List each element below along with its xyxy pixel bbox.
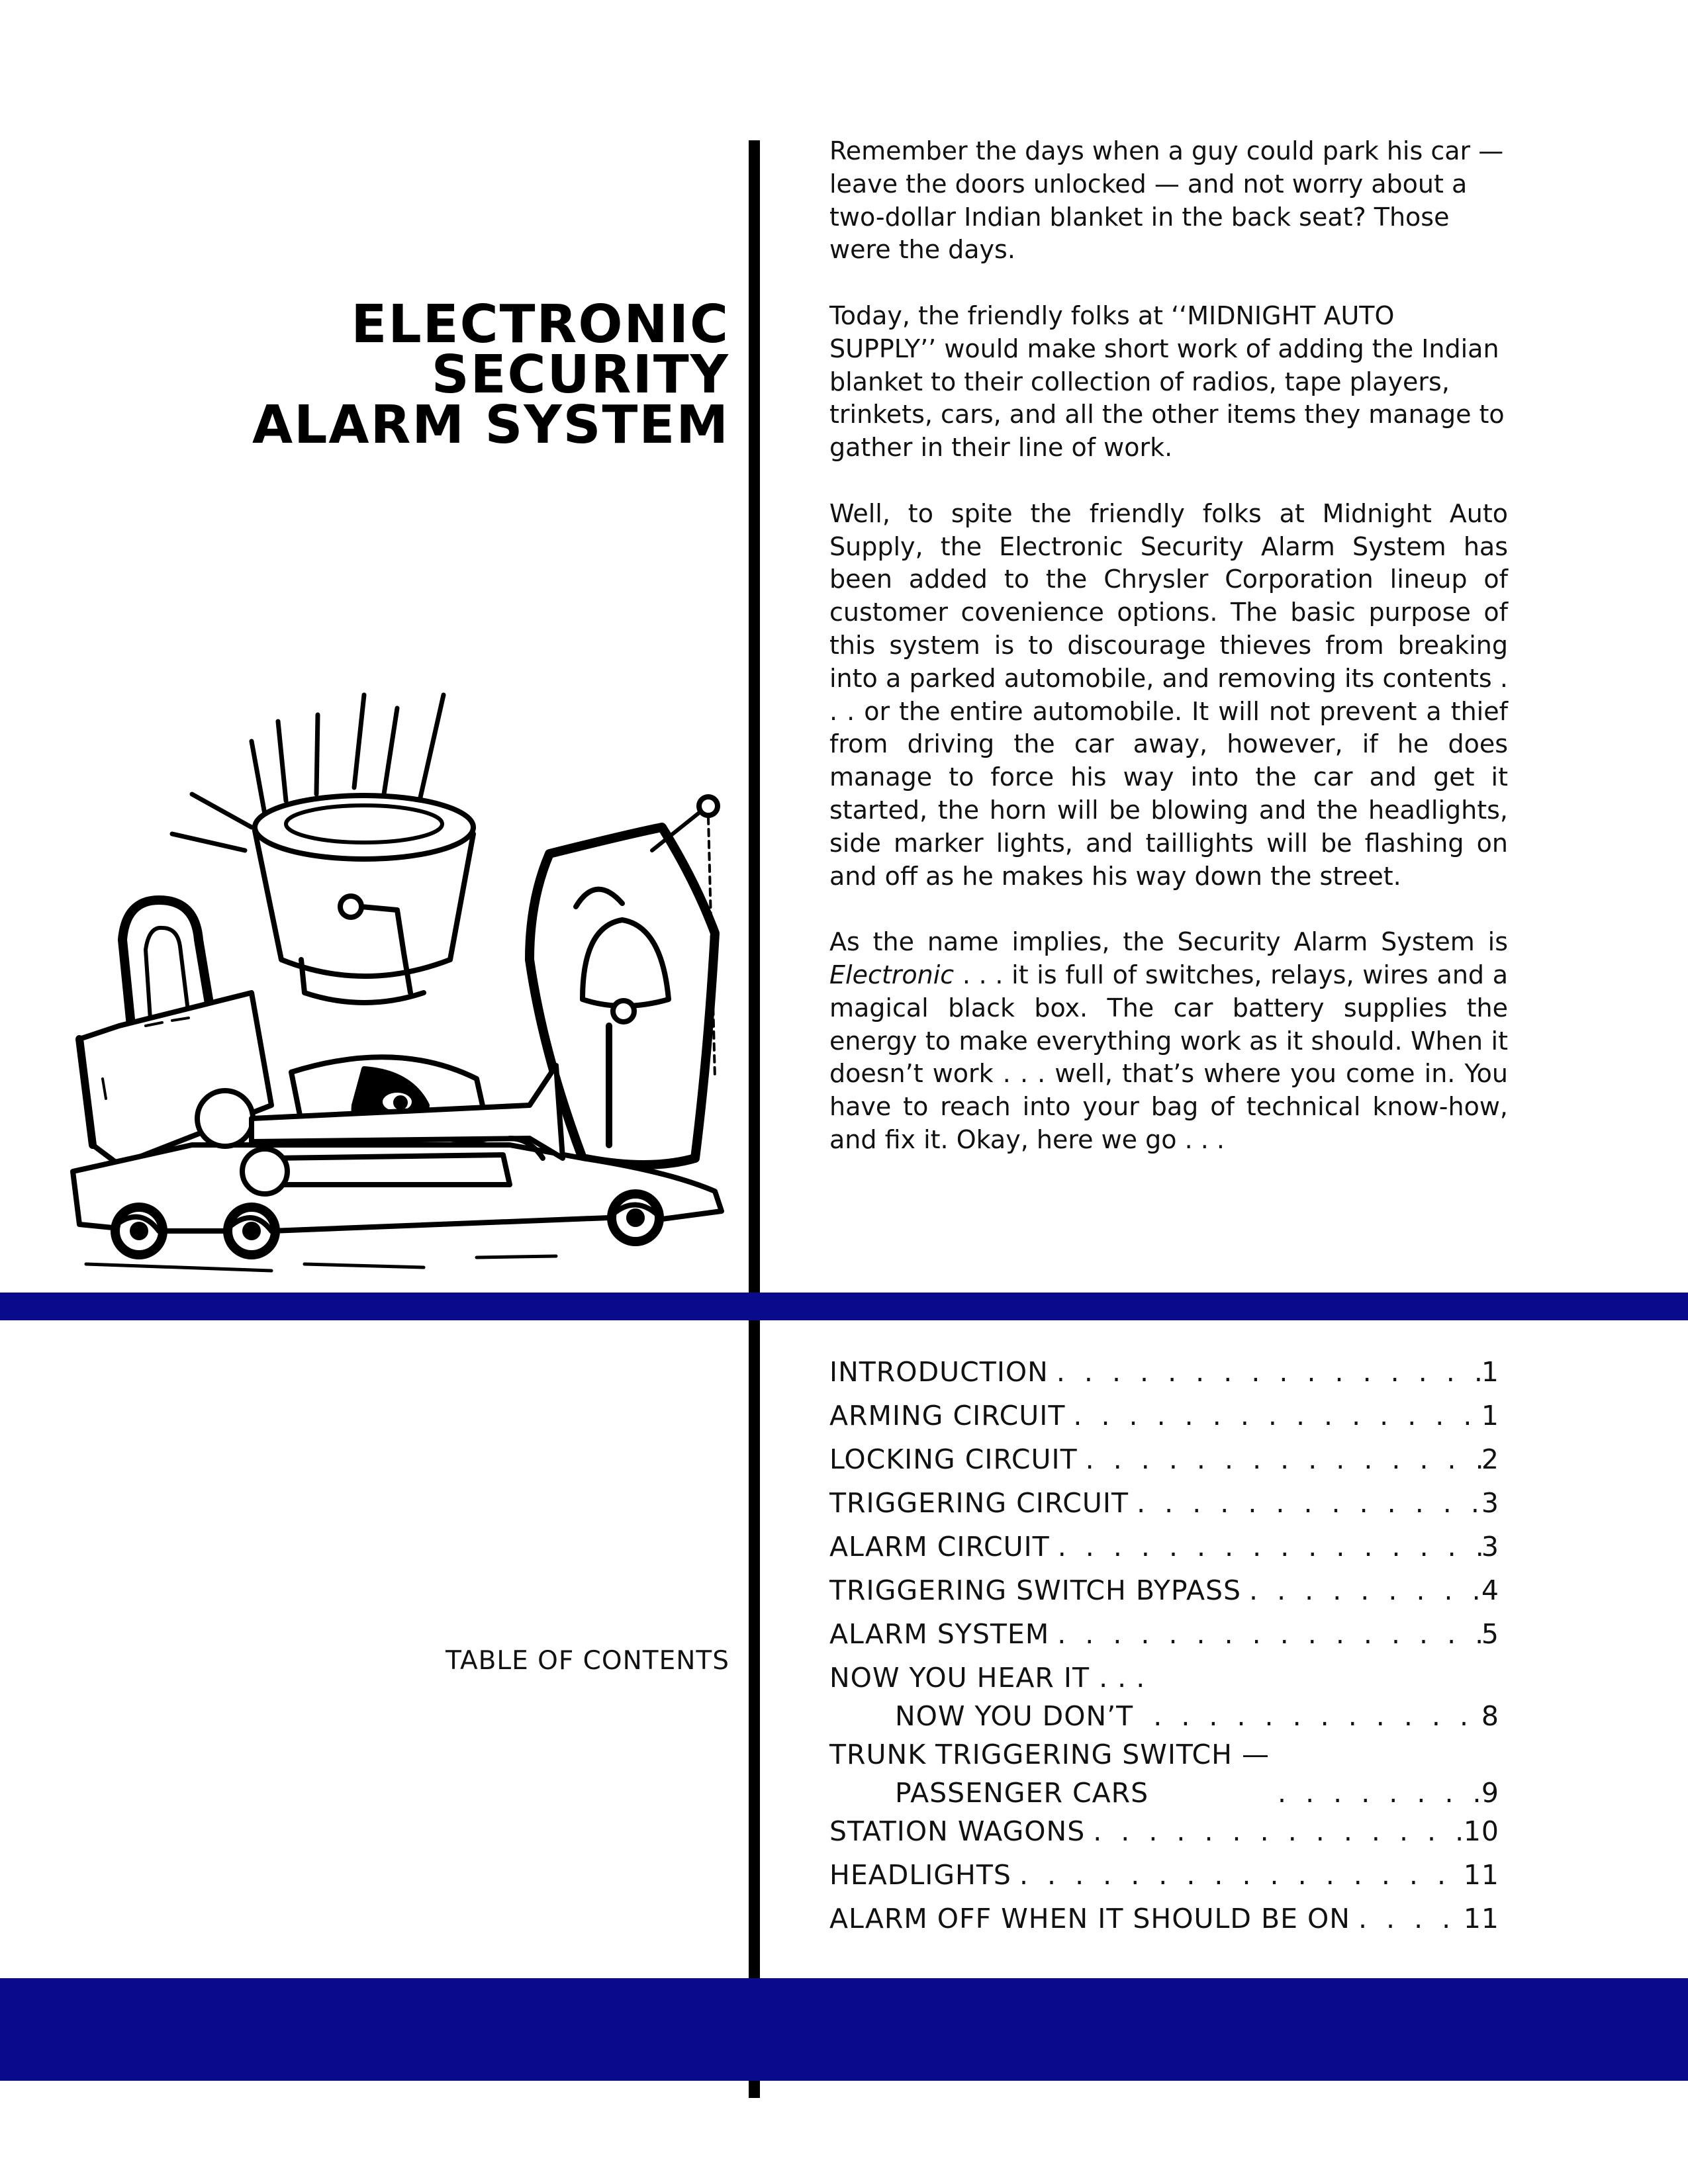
toc-entry-label-line-1: NOW YOU HEAR IT . . . xyxy=(829,1662,1146,1694)
toc-entry-introduction[interactable] xyxy=(829,1350,1499,1394)
toc-entry-page: 5 xyxy=(1481,1618,1499,1650)
toc-entry-alarm-system[interactable] xyxy=(829,1612,1499,1656)
intro-text xyxy=(829,135,1508,1190)
toc-entry-page: 4 xyxy=(1481,1574,1499,1606)
toc-entry-now-you-hear-it[interactable] xyxy=(829,1656,1499,1733)
toc-entry-page: 3 xyxy=(1481,1487,1499,1519)
toc-leader-dots xyxy=(1078,1437,1481,1481)
table-of-contents xyxy=(829,1350,1499,1940)
toc-entry-page: 1 xyxy=(1481,1356,1499,1388)
page-title xyxy=(252,294,729,455)
toc-entry-label: ARMING CIRCUIT xyxy=(829,1400,1066,1432)
toc-entry-trunk-triggering-switch[interactable] xyxy=(829,1733,1499,1809)
toc-leader-dots xyxy=(1065,1394,1481,1437)
toc-leader-dots xyxy=(1350,1897,1464,1940)
alarm-siren-drum xyxy=(255,796,473,1003)
toc-entry-station-wagons[interactable] xyxy=(829,1809,1499,1853)
toc-leader-dots xyxy=(1145,1700,1481,1733)
title-line-3: ALARM SYSTEM xyxy=(252,394,729,455)
toc-leader-dots xyxy=(1049,1612,1481,1656)
toc-entry-page: 1 xyxy=(1481,1400,1499,1432)
toc-entry-label-line-2: PASSENGER CARS xyxy=(895,1777,1149,1809)
vertical-divider-rule xyxy=(749,140,760,2098)
toc-entry-label-line-2: NOW YOU DON’T xyxy=(895,1700,1134,1732)
toc-leader-dots xyxy=(1011,1853,1464,1897)
intro-paragraph-2: Today, the friendly folks at ‘‘MIDNIGHT AUTO SUPPLY’’ would make short work of adding the Indian blanket to their collection of radios, tape players, trinkets, cars, and all the other items they manage to gather in their line of work. xyxy=(829,300,1505,463)
toc-entry-locking-circuit[interactable] xyxy=(829,1437,1499,1481)
toc-entry-label: TRIGGERING SWITCH BYPASS xyxy=(829,1574,1242,1606)
toc-heading: TABLE OF CONTENTS xyxy=(445,1646,729,1676)
toc-entry-label: HEADLIGHTS xyxy=(829,1859,1011,1891)
toc-entry-page: 9 xyxy=(1481,1777,1499,1809)
toc-entry-label: ALARM CIRCUIT xyxy=(829,1531,1050,1563)
toc-entry-label: LOCKING CIRCUIT xyxy=(829,1443,1078,1475)
toc-entry-alarm-circuit[interactable] xyxy=(829,1525,1499,1569)
toc-leader-dots xyxy=(1270,1776,1481,1809)
toc-entry-headlights[interactable] xyxy=(829,1853,1499,1897)
toc-entry-page: 2 xyxy=(1481,1443,1499,1475)
toc-entry-label: TRIGGERING CIRCUIT xyxy=(829,1487,1129,1519)
intro-paragraph-1: Remember the days when a guy could park his car — leave the doors unlocked — and not worry about a two-dollar Indian blanket in the back seat? Those were the days. xyxy=(829,136,1504,265)
toc-entry-arming-circuit[interactable] xyxy=(829,1394,1499,1437)
intro-paragraph-3: Well, to spite the friendly folks at Midnight Auto Supply, the Electronic Security Alarm System has been added to the Chrysler Corporation lineup of customer covenience options. The basic purpose of this system is to discourage thieves from breaking into a parked automobile, and removing its contents . . . or the entire automobile. It will not prevent a thief from driving the car away, however, if he does manage to force his way into the car and get it started, the horn will be blowing and the headlights, side marker lights, and taillights will be flashing on and off as he makes his way down the street. xyxy=(829,498,1508,891)
toc-leader-dots xyxy=(1049,1350,1481,1394)
toc-entry-label: ALARM OFF WHEN IT SHOULD BE ON xyxy=(829,1903,1350,1934)
toc-entry-label xyxy=(829,1656,1145,1733)
toc-entry-page: 10 xyxy=(1463,1815,1499,1847)
toc-leader-dots xyxy=(1129,1481,1481,1525)
intro-paragraph-4-start: As the name implies, the Security Alarm System is xyxy=(829,927,1508,957)
toc-entry-page: 3 xyxy=(1481,1531,1499,1563)
intro-paragraph-4 xyxy=(829,926,1508,1157)
blue-band-bottom xyxy=(0,1978,1688,2081)
toc-entry-alarm-off[interactable] xyxy=(829,1897,1499,1940)
toc-entry-label-line-1: TRUNK TRIGGERING SWITCH — xyxy=(829,1739,1270,1770)
toc-entry-triggering-circuit[interactable] xyxy=(829,1481,1499,1525)
toc-entry-triggering-switch-bypass[interactable] xyxy=(829,1569,1499,1612)
blue-band-top xyxy=(0,1293,1688,1320)
toc-entry-label: ALARM SYSTEM xyxy=(829,1618,1050,1650)
toc-entry-page: 8 xyxy=(1481,1700,1499,1732)
toc-entry-label xyxy=(829,1733,1270,1809)
toc-entry-page: 11 xyxy=(1463,1903,1499,1934)
toc-entry-page: 11 xyxy=(1463,1859,1499,1891)
title-line-2: SECURITY xyxy=(431,344,729,405)
title-line-1: ELECTRONIC xyxy=(351,294,729,355)
toc-leader-dots xyxy=(1085,1809,1464,1853)
toc-leader-dots xyxy=(1050,1525,1481,1569)
alarm-cartoon-illustration xyxy=(53,682,735,1277)
toc-entry-label: INTRODUCTION xyxy=(829,1356,1049,1388)
toc-entry-label: STATION WAGONS xyxy=(829,1815,1086,1847)
intro-paragraph-4-emphasis: Electronic xyxy=(829,960,955,989)
intro-paragraph-4-end: . . . it is full of switches, relays, wires and a magical black box. The car battery supplies the energy to make everything work as it should. When it doesn’t work . . . well, that’s where you come in. You have to reach into your bag of technical know-how, and fix it. Okay, here we go . . . xyxy=(829,960,1508,1154)
toc-leader-dots xyxy=(1241,1569,1481,1612)
alarm-radiating-lines xyxy=(172,695,444,850)
